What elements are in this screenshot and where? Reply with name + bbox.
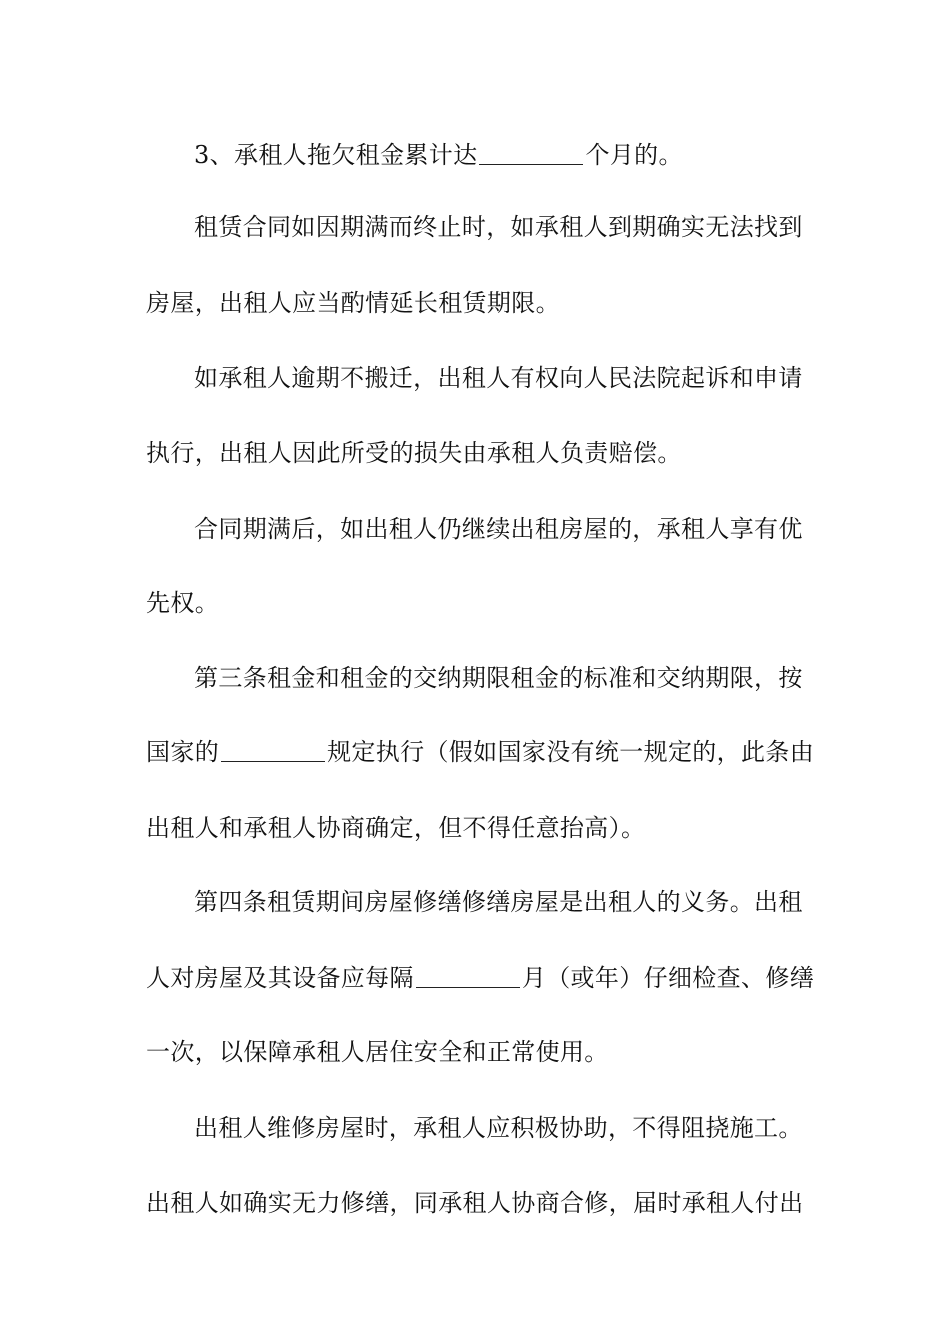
paragraph-line: 执行，出租人因此所受的损失由承租人负责赔偿。 (146, 439, 682, 467)
fill-blank (479, 140, 583, 165)
article-4-line: 第四条租赁期间房屋修缮修缮房屋是出租人的义务。出租 (194, 888, 803, 916)
clause-text-part: 个月的。 (585, 141, 683, 169)
article-4-line: 一次，以保障承租人居住安全和正常使用。 (146, 1038, 609, 1066)
clause-text-part: 国家的 (146, 738, 220, 766)
clause-text-part: 人对房屋及其设备应每隔 (146, 964, 414, 992)
paragraph-line: 出租人如确实无力修缮，同承租人协商合修，届时承租人付出 (146, 1189, 804, 1217)
article-3-line (146, 736, 815, 768)
article-3-line: 出租人和承租人协商确定，但不得任意抬高）。 (146, 814, 646, 842)
article-4-line (146, 962, 815, 994)
paragraph-line: 房屋，出租人应当酌情延长租赁期限。 (146, 289, 560, 317)
clause-text-part: 规定执行（假如国家没有统一规定的，此条由 (327, 738, 815, 766)
paragraph-line: 出租人维修房屋时，承租人应积极协助，不得阻挠施工。 (194, 1114, 803, 1142)
fill-blank (416, 963, 520, 988)
fill-blank (221, 737, 325, 762)
paragraph-line: 合同期满后，如出租人仍继续出租房屋的，承租人享有优 (194, 515, 803, 543)
clause-text-part: 月（或年）仔细检查、修缮 (521, 964, 815, 992)
clause-text-part: 3、承租人拖欠租金累计达 (194, 141, 478, 169)
clause-line-arrears (194, 139, 806, 171)
article-3-line: 第三条租金和租金的交纳期限租金的标准和交纳期限，按 (194, 664, 803, 692)
paragraph-line: 租赁合同如因期满而终止时，如承租人到期确实无法找到 (194, 213, 803, 241)
paragraph-line: 如承租人逾期不搬迁，出租人有权向人民法院起诉和申请 (194, 364, 803, 392)
paragraph-line: 先权。 (146, 589, 220, 617)
